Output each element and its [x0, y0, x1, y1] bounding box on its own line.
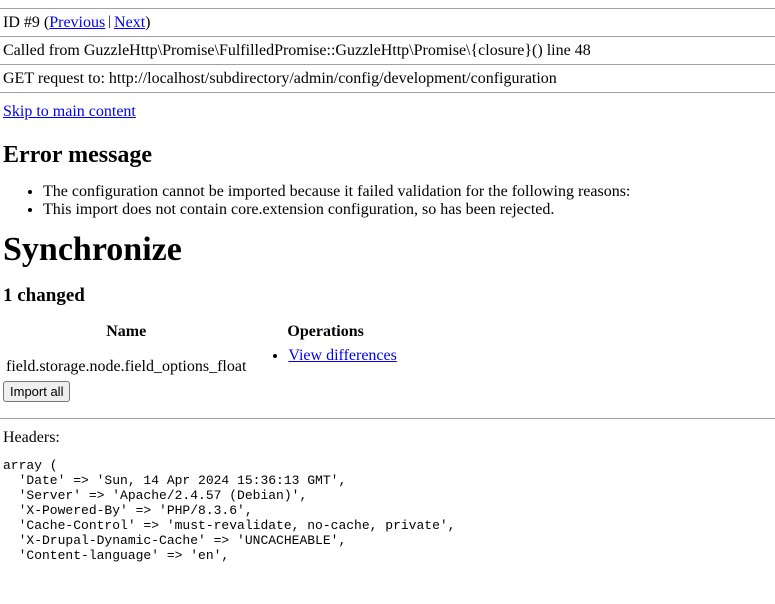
headers-dump-line: 'X-Drupal-Dynamic-Cache' => 'UNCACHEABLE', — [3, 533, 347, 549]
view-differences-link[interactable]: View differences — [288, 347, 397, 364]
operations-list-item — [288, 347, 396, 365]
skip-to-main-link[interactable]: Skip to main content — [3, 103, 136, 120]
import-all-button[interactable]: Import all — [3, 381, 70, 402]
headers-dump-line: 'Cache-Control' => 'must-revalidate, no-cache, private', — [3, 518, 456, 534]
headers-dump-line: 'Server' => 'Apache/2.4.57 (Debian)', — [3, 488, 308, 504]
headers-dump-line: 'Date' => 'Sun, 14 Apr 2024 15:36:13 GMT', — [3, 473, 347, 489]
table-header-row — [5, 320, 398, 344]
divider — [0, 418, 775, 420]
debug-id-label: ID #9 ( — [3, 13, 50, 31]
debug-id-line — [3, 10, 772, 36]
nav-separator: | — [108, 13, 112, 29]
error-message-list — [3, 183, 772, 219]
previous-link[interactable]: Previous — [49, 13, 106, 31]
error-message-item: • This import does not contain core.extension configuration, so has been rejected. — [43, 201, 772, 219]
config-name-cell: field.storage.node.field_options_float — [6, 358, 247, 375]
headers-dump-line: 'Content-language' => 'en', — [3, 548, 230, 564]
called-from-text: Called from GuzzleHttp\Promise\FulfilledPromise::GuzzleHttp\Promise\{closure}() line 48 — [3, 41, 591, 59]
skip-link-container — [3, 103, 772, 123]
page-title: Synchronize — [3, 231, 182, 268]
request-text: GET request to: http://localhost/subdirectory/admin/config/development/configuration — [3, 69, 557, 87]
divider — [0, 92, 775, 94]
headers-dump-line: array ( — [3, 458, 58, 474]
column-header-name: Name — [106, 322, 147, 340]
config-changes-table — [3, 318, 400, 379]
operations-cell — [249, 346, 397, 377]
headers-dump-line: 'X-Powered-By' => 'PHP/8.3.6', — [3, 503, 253, 519]
column-header-operations: Operations — [287, 322, 364, 340]
debug-id-close: ) — [145, 13, 151, 31]
headers-label: Headers: — [3, 429, 60, 447]
headers-dump — [3, 458, 772, 563]
changed-heading: 1 changed — [3, 285, 85, 306]
operations-list — [250, 347, 396, 365]
next-link[interactable]: Next — [114, 13, 146, 31]
error-message-heading: Error message — [3, 142, 153, 168]
error-message-item: • The configuration cannot be imported because it failed validation for the following reasons: — [43, 183, 772, 201]
table-row — [5, 346, 398, 377]
